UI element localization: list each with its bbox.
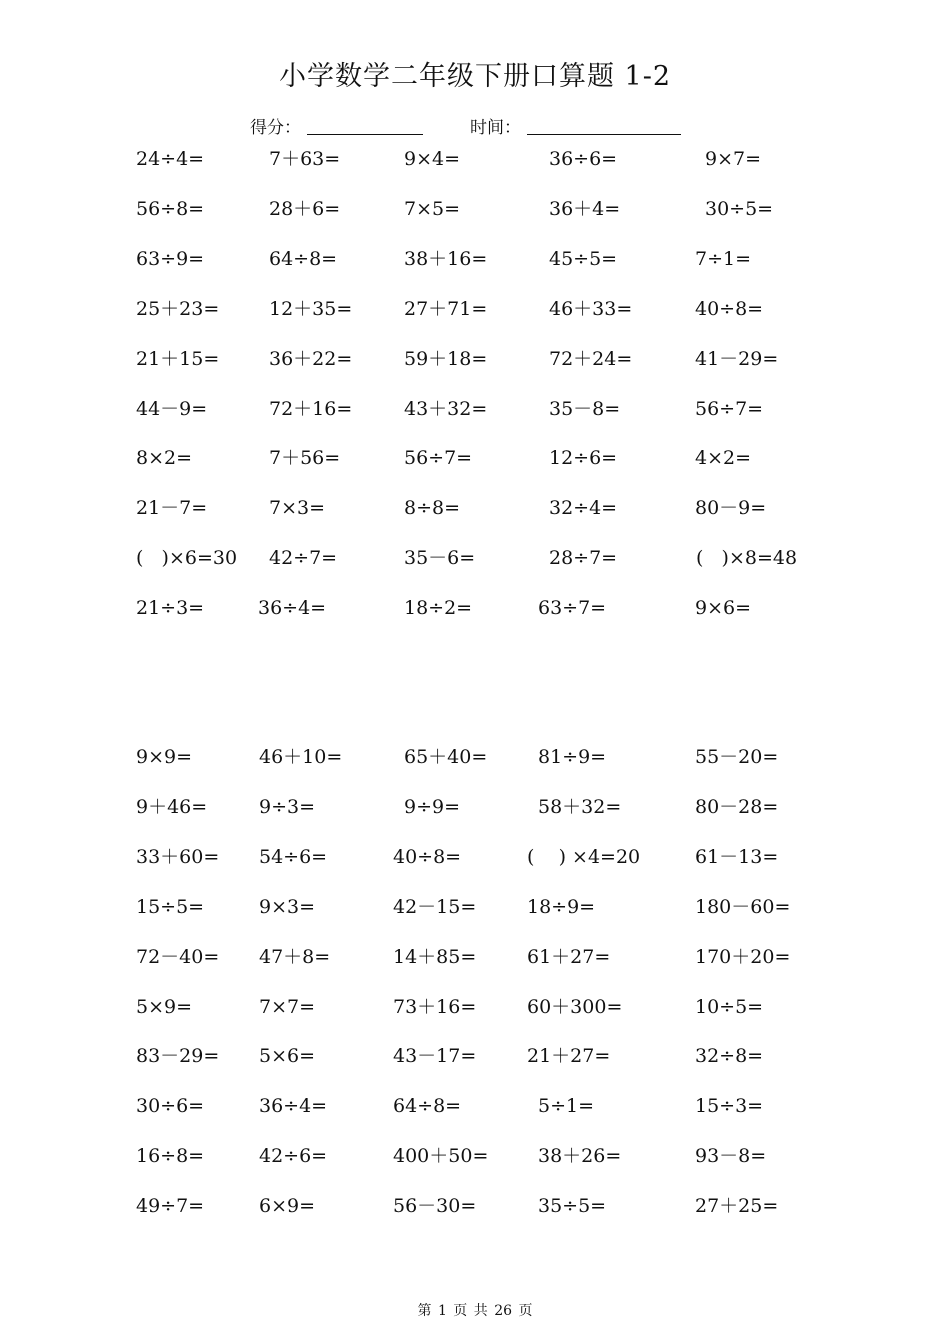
arithmetic-problem: 43＋32= xyxy=(404,397,488,420)
arithmetic-problem: 58＋32= xyxy=(538,795,622,818)
arithmetic-problem: 16÷8= xyxy=(136,1145,205,1168)
arithmetic-problem: 59＋18= xyxy=(404,347,488,370)
arithmetic-problem: 81÷9= xyxy=(538,746,607,768)
arithmetic-problem: 5×9= xyxy=(136,995,193,1018)
arithmetic-problem: 80－28= xyxy=(695,795,779,818)
arithmetic-problem: 32÷8= xyxy=(695,1045,764,1068)
arithmetic-problem: 32÷4= xyxy=(549,497,618,520)
arithmetic-problem: 9×6= xyxy=(695,597,752,620)
arithmetic-problem: 28＋6= xyxy=(269,197,341,220)
arithmetic-problem: 43－17= xyxy=(393,1045,477,1068)
arithmetic-problem: 56÷7= xyxy=(404,447,473,470)
arithmetic-problem: 9×9= xyxy=(136,746,193,768)
arithmetic-problem: 7＋63= xyxy=(269,148,341,170)
arithmetic-problem: 27＋25= xyxy=(695,1195,779,1218)
arithmetic-problem: 36＋4= xyxy=(549,197,621,220)
arithmetic-problem: 38＋26= xyxy=(538,1145,622,1168)
arithmetic-problem: 4×2= xyxy=(695,447,752,470)
problem-row xyxy=(0,842,950,872)
arithmetic-problem: 73＋16= xyxy=(393,995,477,1018)
arithmetic-problem: 44－9= xyxy=(136,397,208,420)
arithmetic-problem: 65＋40= xyxy=(404,746,488,768)
arithmetic-problem: 64÷8= xyxy=(269,247,338,270)
arithmetic-problem: 12÷6= xyxy=(549,447,618,470)
arithmetic-problem: 7×5= xyxy=(404,197,461,220)
page-title: 小学数学二年级下册口算题 1-2 xyxy=(278,61,672,92)
problem-row xyxy=(0,294,950,324)
arithmetic-problem: 56÷7= xyxy=(695,397,764,420)
time-label: 时间： xyxy=(470,118,521,138)
arithmetic-problem: 72＋24= xyxy=(549,347,633,370)
arithmetic-problem: 35－6= xyxy=(404,547,476,570)
arithmetic-problem: 12＋35= xyxy=(269,297,353,320)
arithmetic-problem: 41－29= xyxy=(695,347,779,370)
arithmetic-problem: 30÷6= xyxy=(136,1095,205,1118)
arithmetic-problem: 36＋22= xyxy=(269,347,353,370)
arithmetic-problem: 25＋23= xyxy=(136,297,220,320)
arithmetic-problem: 24÷4= xyxy=(136,148,205,170)
arithmetic-problem: 14＋85= xyxy=(393,945,477,968)
arithmetic-problem: 56－30= xyxy=(393,1195,477,1218)
arithmetic-problem: 5÷1= xyxy=(538,1095,595,1118)
problem-row xyxy=(0,1041,950,1071)
arithmetic-problem: 42÷7= xyxy=(269,547,338,570)
time-blank-line xyxy=(527,134,681,135)
arithmetic-problem: 7÷1= xyxy=(695,247,752,270)
arithmetic-problem: 36÷4= xyxy=(258,597,327,620)
problem-row xyxy=(0,493,950,523)
page-footer: 第 1 页 共 26 页 xyxy=(417,1303,533,1319)
arithmetic-problem: 10÷5= xyxy=(695,995,764,1018)
arithmetic-problem: 21÷3= xyxy=(136,597,205,620)
arithmetic-problem: 8÷8= xyxy=(404,497,461,520)
problem-row xyxy=(0,543,950,573)
problem-row xyxy=(0,1191,950,1221)
arithmetic-problem: 40÷8= xyxy=(393,845,462,868)
problem-row xyxy=(0,194,950,224)
arithmetic-problem: 21＋15= xyxy=(136,347,220,370)
arithmetic-problem: 27＋71= xyxy=(404,297,488,320)
arithmetic-problem: 40÷8= xyxy=(695,297,764,320)
arithmetic-problem: 35÷5= xyxy=(538,1195,607,1218)
arithmetic-problem: 61－13= xyxy=(695,845,779,868)
problem-row xyxy=(0,892,950,922)
arithmetic-problem: 72＋16= xyxy=(269,397,353,420)
arithmetic-problem: 400＋50= xyxy=(393,1145,489,1168)
arithmetic-problem: 170＋20= xyxy=(695,945,791,968)
arithmetic-problem: 93－8= xyxy=(695,1145,767,1168)
arithmetic-problem: 36÷6= xyxy=(549,148,618,170)
arithmetic-problem: 36÷4= xyxy=(259,1095,328,1118)
arithmetic-problem: 30÷5= xyxy=(705,197,774,220)
arithmetic-problem: 7×7= xyxy=(259,995,316,1018)
arithmetic-problem: 56÷8= xyxy=(136,197,205,220)
arithmetic-problem: 9＋46= xyxy=(136,795,208,818)
arithmetic-problem: 18÷9= xyxy=(527,895,596,918)
score-label: 得分： xyxy=(250,118,301,138)
arithmetic-problem: 15÷5= xyxy=(136,895,205,918)
arithmetic-problem: 46＋33= xyxy=(549,297,633,320)
arithmetic-problem: 33＋60= xyxy=(136,845,220,868)
arithmetic-problem: 9×7= xyxy=(705,148,762,170)
arithmetic-problem: 18÷2= xyxy=(404,597,473,620)
arithmetic-problem: 61＋27= xyxy=(527,945,611,968)
problem-row xyxy=(0,344,950,374)
problem-row xyxy=(0,394,950,424)
arithmetic-problem: 38＋16= xyxy=(404,247,488,270)
arithmetic-problem: 42÷6= xyxy=(259,1145,328,1168)
arithmetic-problem: 54÷6= xyxy=(259,845,328,868)
score-blank-line xyxy=(307,134,423,135)
arithmetic-problem: 7＋56= xyxy=(269,447,341,470)
arithmetic-problem: 42－15= xyxy=(393,895,477,918)
arithmetic-problem: 6×9= xyxy=(259,1195,316,1218)
arithmetic-problem: 21＋27= xyxy=(527,1045,611,1068)
arithmetic-problem: 9×4= xyxy=(404,148,461,170)
arithmetic-problem: 63÷9= xyxy=(136,247,205,270)
problem-row xyxy=(0,443,950,473)
arithmetic-problem: 21－7= xyxy=(136,497,208,520)
problem-row xyxy=(0,1091,950,1121)
problem-row xyxy=(0,1141,950,1171)
problem-row xyxy=(0,742,950,772)
arithmetic-problem: 9÷9= xyxy=(404,795,461,818)
arithmetic-problem: 55－20= xyxy=(695,746,779,768)
arithmetic-problem: 83－29= xyxy=(136,1045,220,1068)
arithmetic-problem: 46＋10= xyxy=(259,746,343,768)
arithmetic-problem: ( )×6=30 xyxy=(136,547,238,570)
arithmetic-problem: 60＋300= xyxy=(527,995,623,1018)
arithmetic-problem: 45÷5= xyxy=(549,247,618,270)
arithmetic-problem: 35－8= xyxy=(549,397,621,420)
arithmetic-problem: 72－40= xyxy=(136,945,220,968)
arithmetic-problem: 63÷7= xyxy=(538,597,607,620)
arithmetic-problem: ( )×8=48 xyxy=(696,547,798,570)
arithmetic-problem: 28÷7= xyxy=(549,547,618,570)
problem-row xyxy=(0,144,950,174)
arithmetic-problem: 15÷3= xyxy=(695,1095,764,1118)
arithmetic-problem: 8×2= xyxy=(136,447,193,470)
arithmetic-problem: 7×3= xyxy=(269,497,326,520)
arithmetic-problem: 47＋8= xyxy=(259,945,331,968)
problem-row xyxy=(0,593,950,623)
problem-row xyxy=(0,942,950,972)
arithmetic-problem: 9÷3= xyxy=(259,795,316,818)
arithmetic-problem: 9×3= xyxy=(259,895,316,918)
arithmetic-problem: 180－60= xyxy=(695,895,791,918)
problem-row xyxy=(0,244,950,274)
arithmetic-problem: 64÷8= xyxy=(393,1095,462,1118)
arithmetic-problem: 49÷7= xyxy=(136,1195,205,1218)
problem-row xyxy=(0,992,950,1022)
arithmetic-problem: 80－9= xyxy=(695,497,767,520)
arithmetic-problem: ( ) ×4=20 xyxy=(527,845,641,868)
arithmetic-problem: 5×6= xyxy=(259,1045,316,1068)
problem-row xyxy=(0,792,950,822)
